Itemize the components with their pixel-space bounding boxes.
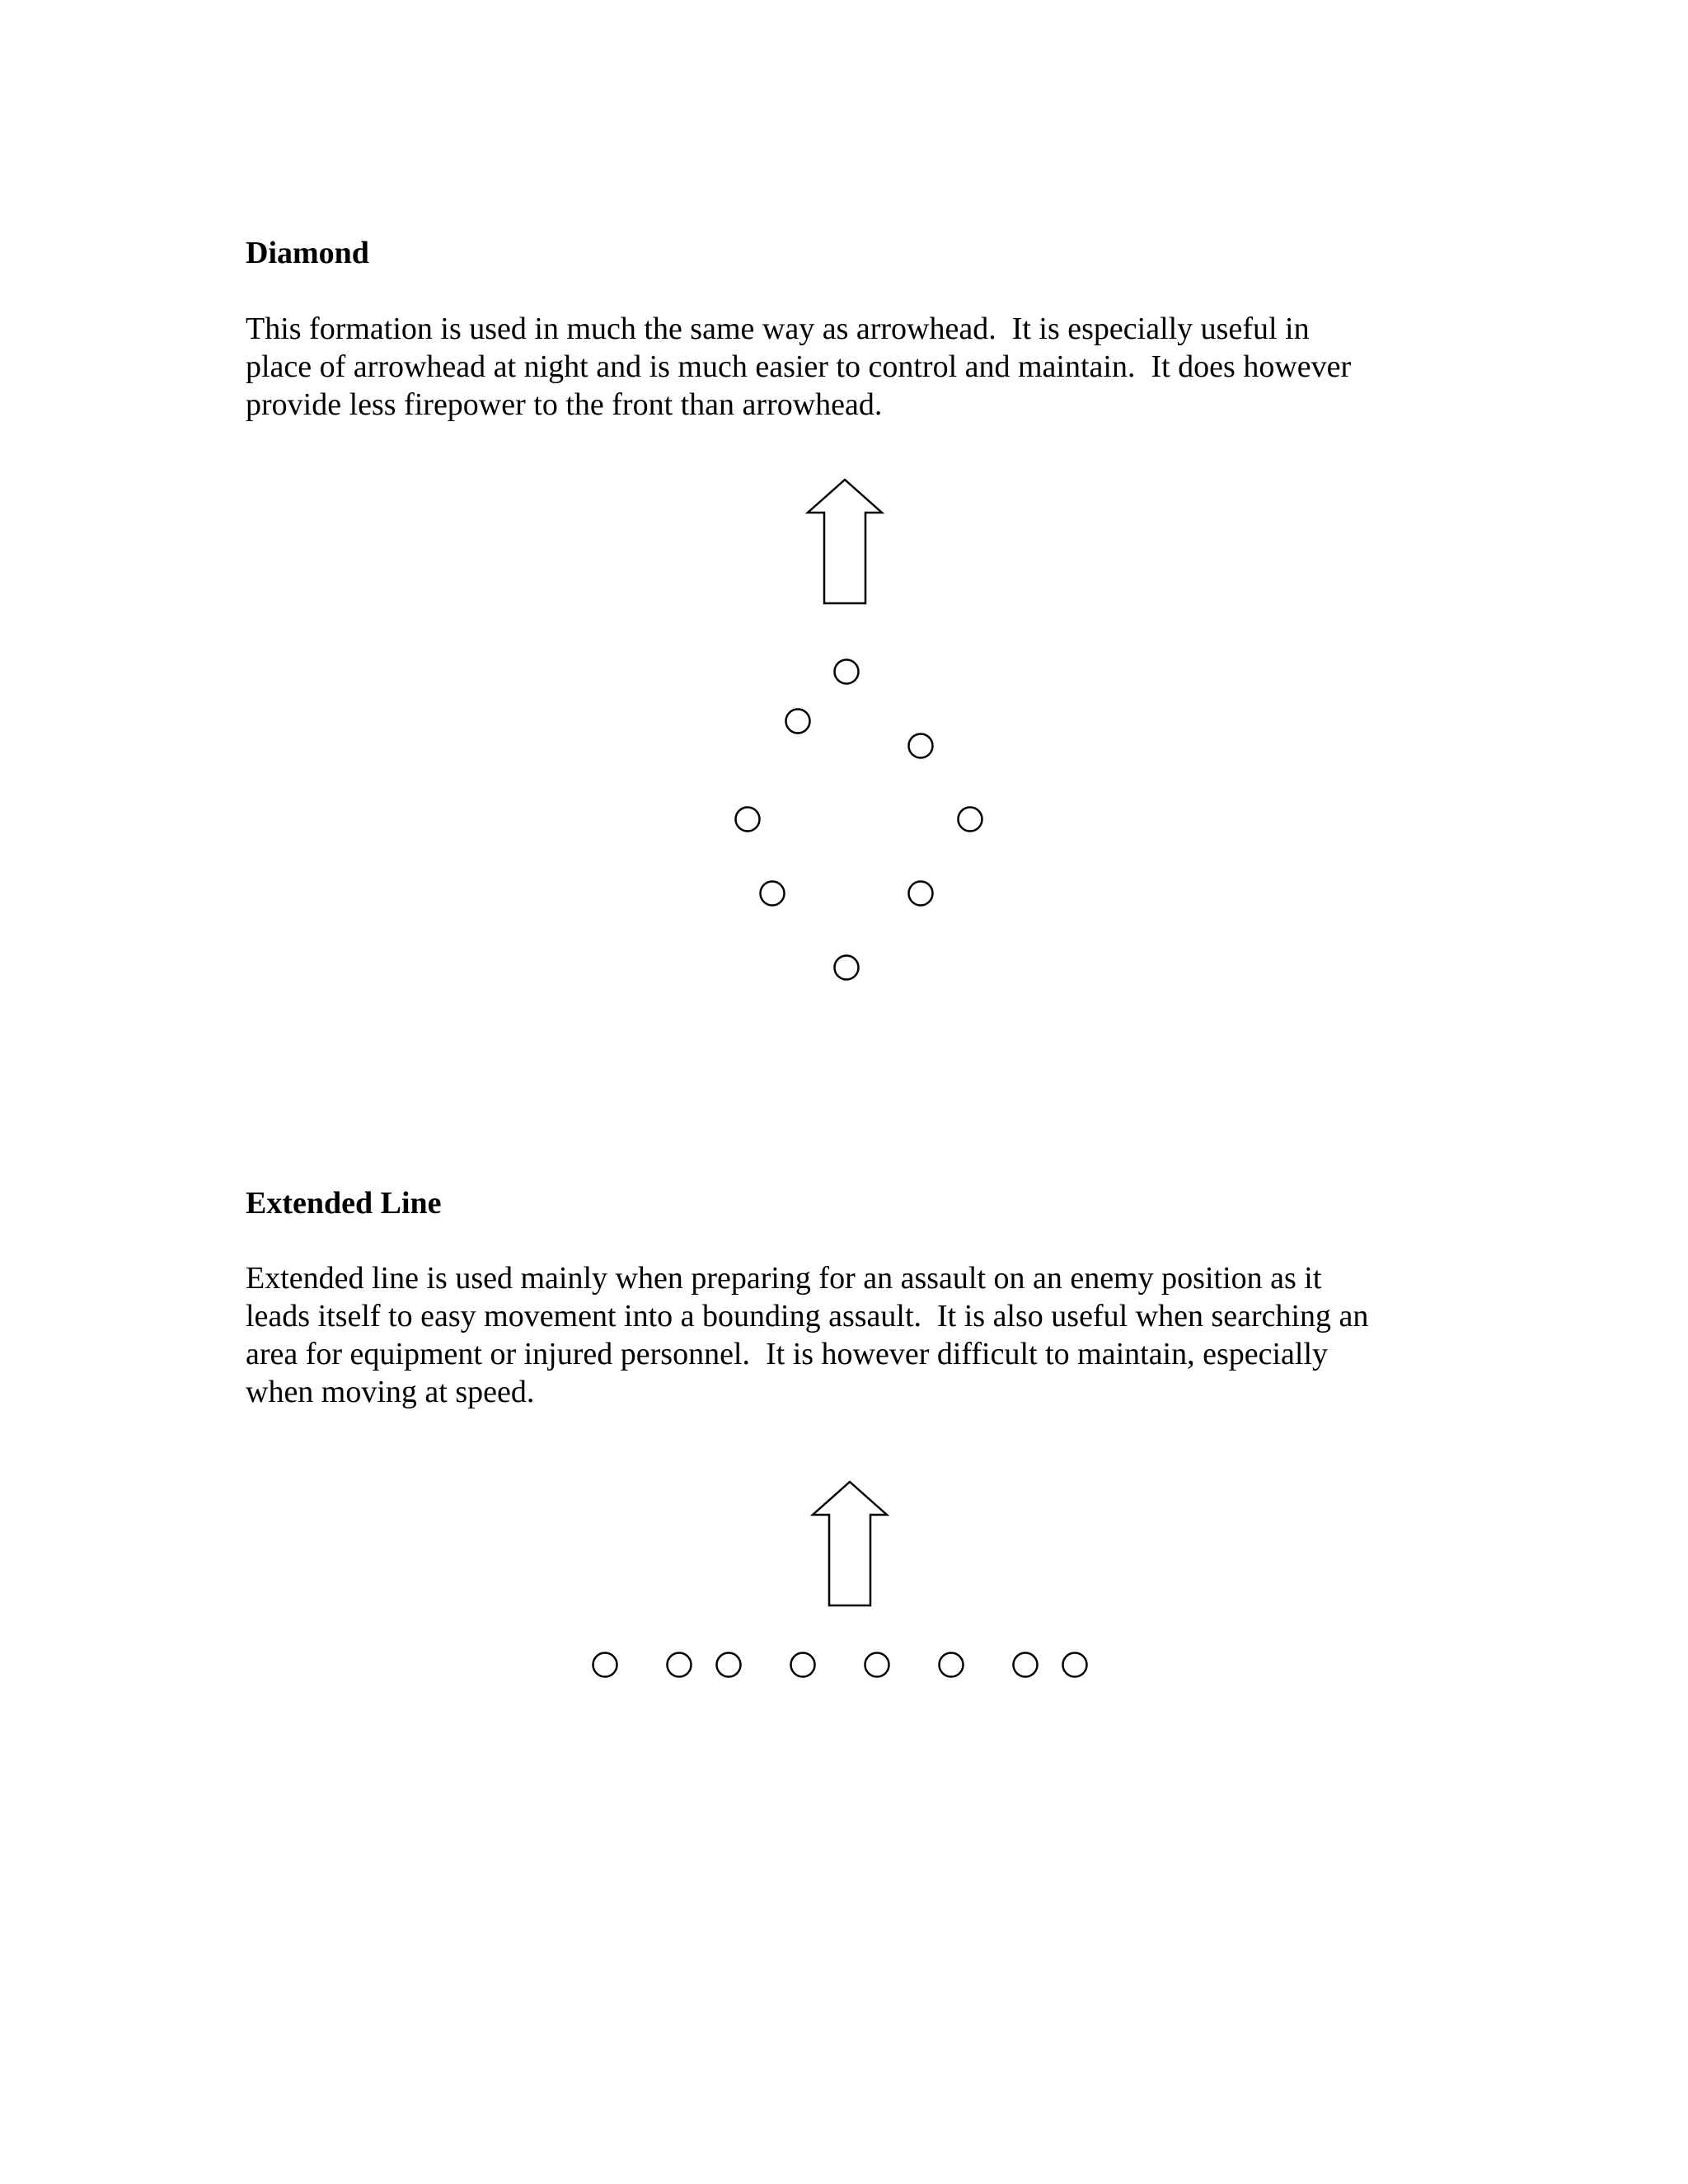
diamond-description-line: provide less firepower to the front than arrowhead. [246, 387, 883, 422]
extended-line-description-line: when moving at speed. [246, 1375, 535, 1409]
circle-icon [959, 808, 982, 832]
diamond-description-line: place of arrowhead at night and is much easier to control and maintain. It does however [246, 349, 1352, 384]
up-arrow-icon [808, 480, 882, 603]
circle-icon [668, 1653, 692, 1677]
up-arrow-icon [813, 1482, 887, 1605]
circle-icon [791, 1653, 815, 1677]
circle-icon [909, 734, 933, 758]
extended-line-description [246, 1259, 1368, 1411]
extended-line-description-line: area for equipment or injured personnel. It is however difficult to maintain, especially [246, 1337, 1329, 1371]
circle-icon [736, 808, 760, 832]
extended-line-description-line: Extended line is used mainly when preparing for an assault on an enemy position as it [246, 1261, 1322, 1296]
circle-icon [1014, 1653, 1038, 1677]
circle-icon [909, 882, 933, 906]
circle-icon [835, 660, 859, 684]
extended-line-heading: Extended Line [246, 1186, 442, 1221]
diamond-description-line: This formation is used in much the same way as arrowhead. It is especially useful in [246, 312, 1310, 346]
circle-icon [940, 1653, 964, 1677]
circle-icon [865, 1653, 889, 1677]
diamond-formation-diagram [725, 470, 1006, 981]
extended-line-description-line: leads itself to easy movement into a bounding assault. It is also useful when searching an [246, 1299, 1369, 1333]
circle-icon [717, 1653, 741, 1677]
diamond-heading: Diamond [246, 236, 369, 270]
circle-icon [1063, 1653, 1087, 1677]
diamond-description [246, 310, 1351, 424]
circle-icon [761, 882, 785, 906]
extended-line-formation-diagram [577, 1459, 1104, 1690]
circle-icon [835, 956, 859, 980]
circle-icon [786, 710, 810, 733]
circle-icon [593, 1653, 617, 1677]
